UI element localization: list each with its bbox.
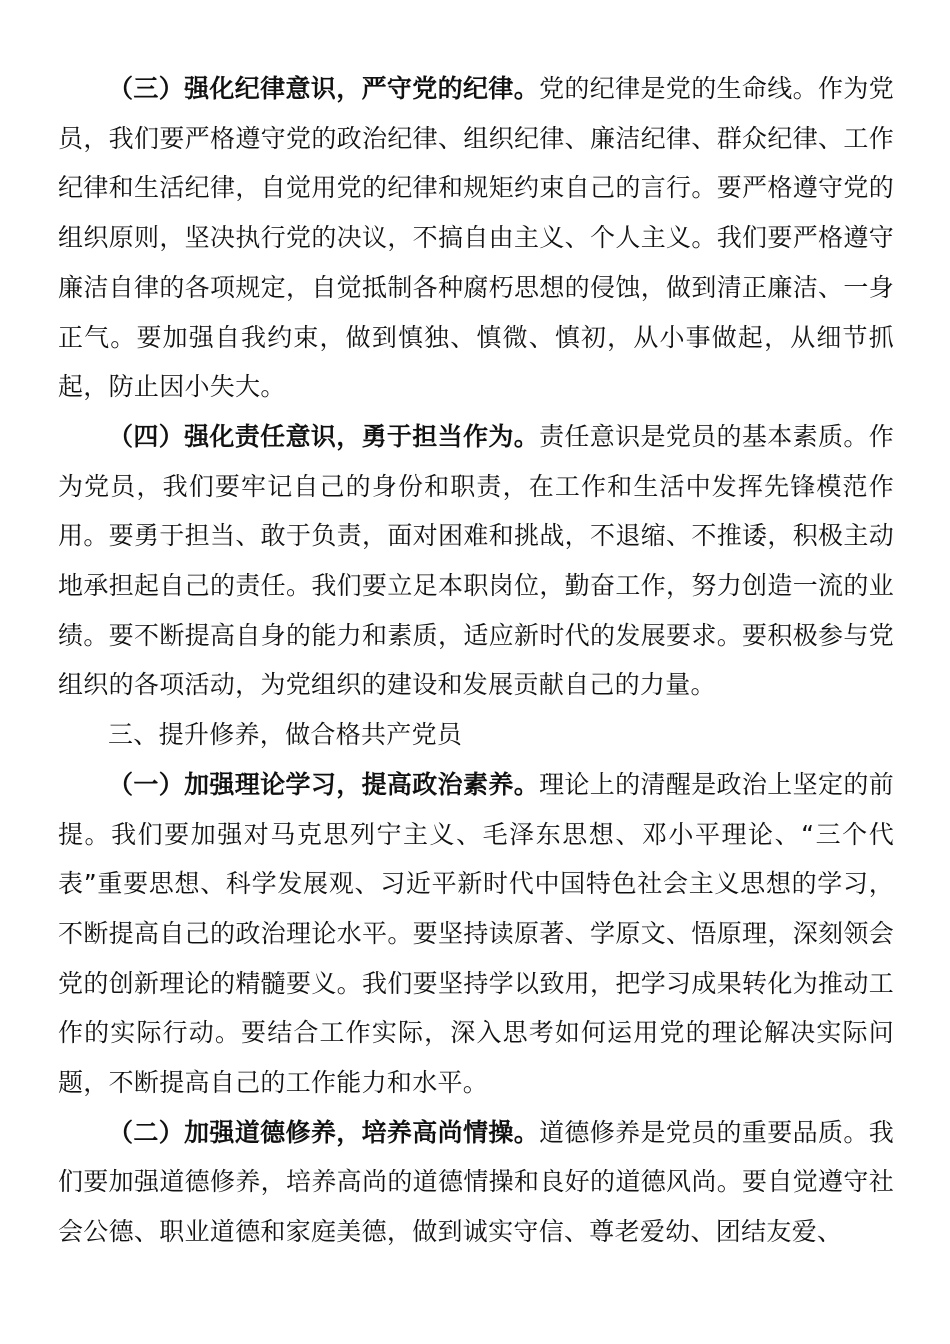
paragraph-lead: （一）加强理论学习，提高政治素养。 bbox=[108, 769, 540, 799]
paragraph-body: 理论上的清醒是政治上坚定的前提。我们要加强对马克思列宁主义、毛泽东思想、邓小平理论、“三个代表”重要思想、科学发展观、习近平新时代中国特色社会主义思想的学习，不断提高自己的政治理论水平。要坚持读原著、学原文、悟原理，深刻领会党的创新理论的精髓要义。我们要坚持学以致用，把学习成果转化为推动工作的实际行动。要结合工作实际，深入思考如何运用党的理论解决实际问题，不断提高自己的工作能力和水平。 bbox=[58, 769, 894, 1098]
paragraph-responsibility bbox=[58, 412, 894, 710]
paragraph-body: 党的纪律是党的生命线。作为党员，我们要严格遵守党的政治纪律、组织纪律、廉洁纪律、群众纪律、工作纪律和生活纪律，自觉用党的纪律和规矩约束自己的言行。要严格遵守党的组织原则，坚决执行党的决议，不搞自由主义、个人主义。我们要严格遵守廉洁自律的各项规定，自觉抵制各种腐朽思想的侵蚀，做到清正廉洁、一身正气。要加强自我约束，做到慎独、慎微、慎初，从小事做起，从细节抓起，防止因小失大。 bbox=[58, 74, 894, 402]
paragraph-discipline bbox=[58, 64, 894, 412]
paragraph-body: 道德修养是党员的重要品质。我们要加强道德修养，培养高尚的道德情操和良好的道德风尚。要自觉遵守社会公德、职业道德和家庭美德，做到诚实守信、尊老爱幼、团结友爱、 bbox=[58, 1117, 894, 1247]
paragraph-moral-cultivation bbox=[58, 1108, 894, 1257]
paragraph-body: 责任意识是党员的基本素质。作为党员，我们要牢记自己的身份和职责，在工作和生活中发挥先锋模范作用。要勇于担当、敢于负责，面对困难和挑战，不退缩、不推诿，积极主动地承担起自己的责任。我们要立足本职岗位，勤奋工作，努力创造一流的业绩。要不断提高自身的能力和素质，适应新时代的发展要求。要积极参与党组织的各项活动，为党组织的建设和发展贡献自己的力量。 bbox=[58, 421, 894, 700]
paragraph-lead: （二）加强道德修养，培养高尚情操。 bbox=[108, 1117, 540, 1147]
paragraph-lead: （四）强化责任意识，勇于担当作为。 bbox=[108, 421, 540, 451]
paragraph-theory-study bbox=[58, 760, 894, 1108]
document-page bbox=[58, 64, 894, 1257]
section-heading: 三、提升修养，做合格共产党员 bbox=[108, 720, 463, 750]
paragraph-lead: （三）强化纪律意识，严守党的纪律。 bbox=[108, 74, 540, 103]
